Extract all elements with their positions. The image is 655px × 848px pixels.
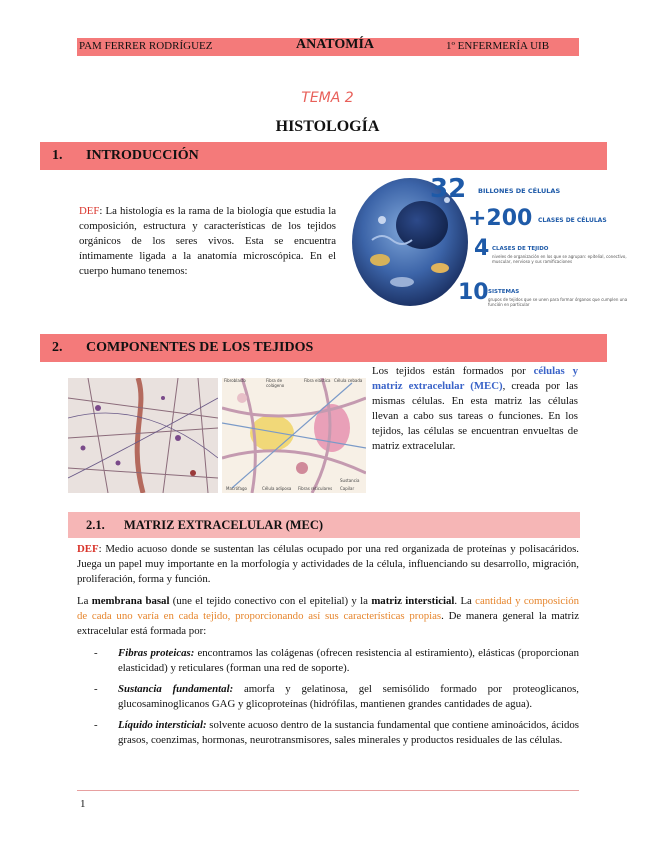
stat3-label: CLASES DE TEJIDO xyxy=(492,246,549,252)
subsection21-paragraph xyxy=(77,594,579,639)
section1-heading: INTRODUCCIÓN xyxy=(86,148,199,163)
section1-definition xyxy=(79,204,336,279)
diagram-label: Macrófago xyxy=(226,486,247,491)
def-text: : Medio acuoso donde se sustentan las células ocupado por una red organizada de proteínas y polisacáridos. Juega un papel muy importante en la morfología y actividades de la célula, influenciando su desarrollo, migración, proliferación, forma y función. xyxy=(77,543,579,585)
section2-heading: COMPONENTES DE LOS TEJIDOS xyxy=(86,340,314,355)
connective-tissue-diagram xyxy=(222,378,366,493)
stat2-number: +200 xyxy=(468,206,533,231)
header-course: 1º ENFERMERÍA UIB xyxy=(446,40,550,52)
def-text: : La histología es la rama de la biología que estudia la composición, estructura y características de los tejidos orgánicos de los seres vivos. Esta se encuentra íntimamente ligada a la anatomía microscópica. En el cuerpo humano tenemos: xyxy=(79,205,336,277)
diagram-label: Fibras reticulares xyxy=(298,486,333,491)
footer-line xyxy=(77,790,579,791)
stat4-number: 10 xyxy=(458,280,489,305)
tema-label: TEMA 2 xyxy=(301,90,354,106)
list-dash: - xyxy=(94,647,98,659)
text-run: . De manera general la matriz extracelular está formada por: xyxy=(77,610,579,637)
tissue-micrograph xyxy=(68,378,218,493)
list-item xyxy=(80,718,579,748)
list-text: amorfa y gelatinosa, gel semisólido formado por proteoglicanos, glucosaminoglicanos GAG y glicoproteínas (hidrófilas, mantienen grandes cantidades de agua). xyxy=(118,683,580,710)
section2-number: 2. xyxy=(52,340,63,355)
cell-infographic xyxy=(352,170,640,315)
text-run: , creada por las mismas células. En esta matriz las células llevan a cabo sus tareas o funciones. En los tejidos, las células se encuentran envueltas de matriz extracelular. xyxy=(372,380,578,452)
list-dash: - xyxy=(94,719,98,731)
stat4-description: grupos de tejidos que se unen para formar órganos que cumplen una función en particular xyxy=(488,297,628,307)
highlight-composition: cantidad y composición de cada uno varía en cada tejido, proporcionando así sus características propias xyxy=(77,595,579,622)
list-item xyxy=(80,682,579,712)
text-run: La xyxy=(77,595,92,607)
def-label: DEF xyxy=(77,543,99,555)
term-matriz-intersticial: matriz intersticial xyxy=(371,595,455,607)
list-term: Líquido intersticial: xyxy=(118,719,207,731)
page-number: 1 xyxy=(80,798,86,810)
page-title: HISTOLOGÍA xyxy=(275,118,380,135)
diagram-label: Capilar xyxy=(340,486,355,491)
term-membrana-basal: membrana basal xyxy=(91,595,170,607)
stat4-label: SISTEMAS xyxy=(488,289,520,295)
text-run: . La xyxy=(454,595,476,607)
list-term: Sustancia fundamental: xyxy=(118,683,234,695)
stat2-label: CLASES DE CÉLULAS xyxy=(538,217,607,224)
highlight-cells-mec: células y matriz extracelular (MEC) xyxy=(372,365,578,392)
diagram-label: Célula adiposa xyxy=(262,486,292,491)
list-item xyxy=(80,646,579,676)
section1-number: 1. xyxy=(52,148,63,163)
header-subject: ANATOMÍA xyxy=(296,37,375,52)
list-text: encontramos las colágenas (ofrecen resistencia al estiramiento), elásticas (proporcionan elasticidad) y reticulares (forman una red de soporte). xyxy=(118,647,579,674)
diagram-label: Fibra de colágeno xyxy=(266,378,285,388)
subsection21-heading: MATRIZ EXTRACELULAR (MEC) xyxy=(124,518,324,532)
list-text: solvente acuoso dentro de la sustancia fundamental que contiene aminoácidos, ácidos grasos, coenzimas, hormonas, neurotransmisores, sales minerales y productos residuales de las células. xyxy=(118,719,579,746)
stat1-number: 32 xyxy=(430,174,467,204)
diagram-label: Célula cebada xyxy=(334,378,363,383)
text-run: Los tejidos están formados por xyxy=(372,365,534,377)
stat3-description: niveles de organización en los que se agrupan: epitelial, conectivo, muscular, nervioso y sus ramificaciones xyxy=(492,254,627,264)
text-run: (une el tejido conectivo con el epitelial) y la xyxy=(169,595,372,607)
diagram-label: Sustancia xyxy=(340,478,360,483)
list-dash: - xyxy=(94,683,98,695)
section2-paragraph xyxy=(372,364,578,454)
diagram-label: Fibra elástica xyxy=(304,378,331,383)
subsection21-definition xyxy=(77,542,579,587)
stat3-number: 4 xyxy=(474,236,490,261)
list-term: Fibras proteicas: xyxy=(118,647,195,659)
def-label: DEF xyxy=(79,205,100,217)
subsection21-number: 2.1. xyxy=(86,518,105,532)
diagram-label: Fibroblasto xyxy=(224,378,246,383)
header-author: PAM FERRER RODRÍGUEZ xyxy=(79,40,213,52)
mec-components-list xyxy=(80,646,579,754)
stat1-label: BILLONES DE CÉLULAS xyxy=(478,187,561,195)
